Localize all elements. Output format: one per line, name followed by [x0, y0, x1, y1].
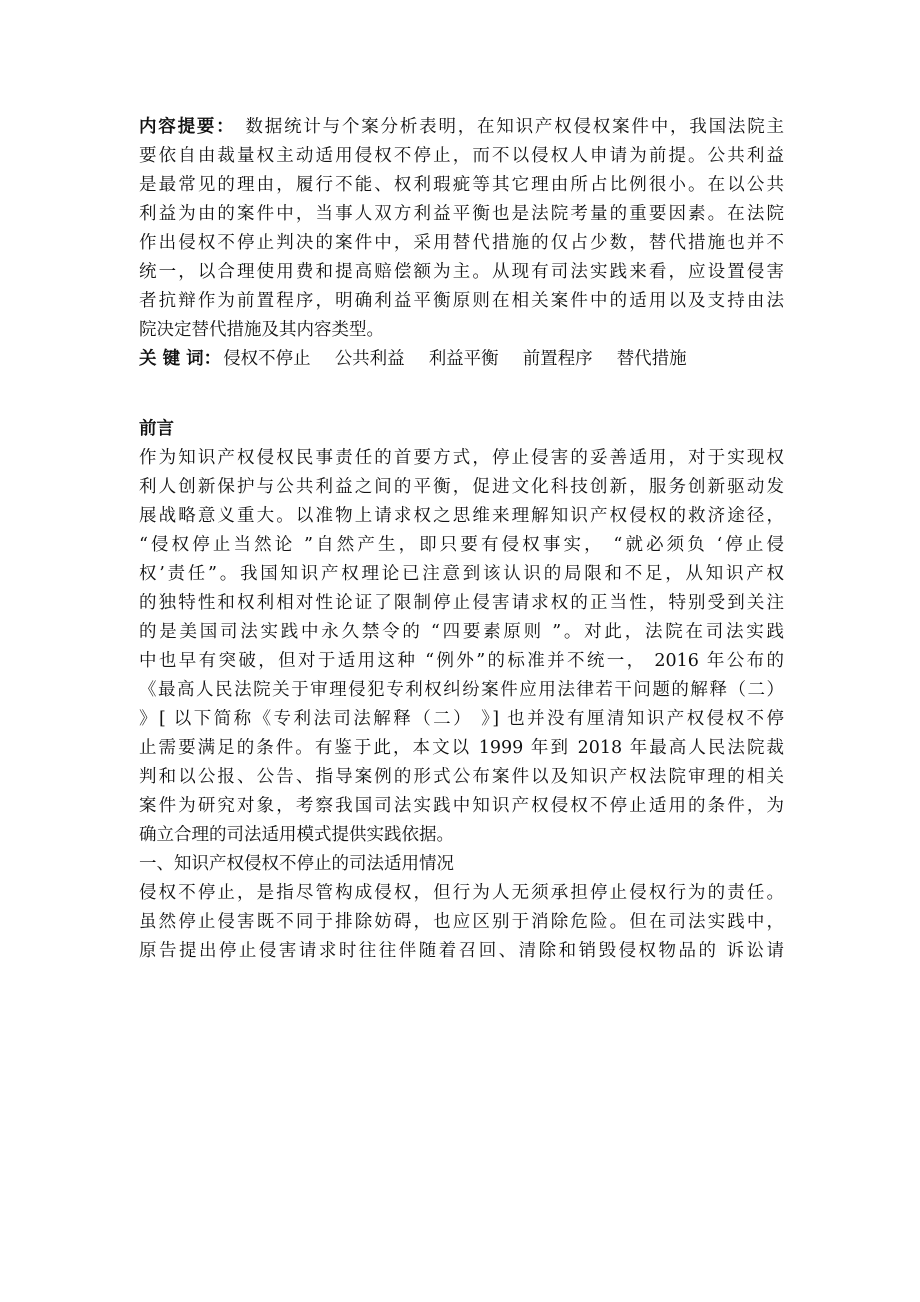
- preface-line: 利人创新保护与公共利益之间的平衡，促进文化科技创新，服务创新驱动发: [139, 477, 784, 497]
- abstract-line: 者抗辩作为前置程序，明确利益平衡原则在相关案件中的适用以及支持由法: [139, 291, 784, 311]
- preface-line: 作为知识产权侵权民事责任的首要方式，停止侵害的妥善适用，对于实现权: [139, 448, 784, 468]
- section-line: 侵权不停止，是指尽管构成侵权，但行为人无须承担停止侵权行为的责任。: [139, 883, 784, 903]
- abstract-line: 作出侵权不停止判决的案件中，采用替代措施的仅占少数，替代措施也并不: [139, 233, 784, 253]
- abstract-label: 内容提要：: [139, 117, 236, 137]
- preface-line: 《最高人民法院关于审理侵犯专利权纠纷案件应用法律若干问题的解释（二）: [139, 680, 784, 700]
- abstract-line: 要依自由裁量权主动适用侵权不停止，而不以侵权人申请为前提。公共利益: [139, 146, 784, 166]
- preface-line: 权’责任”。我国知识产权理论已注意到该认识的局限和不足，从知识产权: [139, 564, 784, 584]
- abstract-first-line: [139, 113, 784, 142]
- keywords-label: 关 键 词：: [139, 349, 222, 369]
- document-page: [139, 113, 784, 966]
- keyword: 替代措施: [616, 349, 687, 369]
- preface-line: 判和以公报、公告、指导案例的形式公布案件以及知识产权法院审理的相关: [139, 767, 784, 787]
- preface-line: 案件为研究对象，考察我国司法实践中知识产权侵权不停止适用的条件，为: [139, 796, 784, 816]
- preface-line: 的独特性和权利相对性论证了限制停止侵害请求权的正当性，特别受到关注: [139, 593, 784, 613]
- abstract-line: 数据统计与个案分析表明，在知识产权侵权案件中，我国法院主: [245, 117, 784, 137]
- preface-line: 展战略意义重大。以准物上请求权之思维来理解知识产权侵权的救济途径，: [139, 506, 784, 526]
- preface-line: 》[ 以下简称《专利法司法解释（二） 》] 也并没有厘清知识产权侵权不停: [139, 709, 784, 729]
- keywords-line: [139, 345, 784, 374]
- preface-title: 前言: [139, 419, 174, 439]
- keyword: 侵权不停止: [223, 349, 311, 369]
- keyword: 利益平衡: [428, 349, 499, 369]
- keyword: 前置程序: [522, 349, 593, 369]
- preface-line: 止需要满足的条件。有鉴于此，本文以 1999 年到 2018 年最高人民法院裁: [139, 738, 784, 758]
- preface-line: 中也早有突破，但对于适用这种 “例外”的标准并不统一， 2016 年公布的: [139, 651, 784, 671]
- abstract-line: 统一，以合理使用费和提高赔偿额为主。从现有司法实践来看，应设置侵害: [139, 262, 784, 282]
- preface-line: “侵权停止当然论 ”自然产生，即只要有侵权事实， “就必须负 ‘停止侵: [139, 535, 784, 555]
- abstract-line: 利益为由的案件中，当事人双方利益平衡也是法院考量的重要因素。在法院: [139, 204, 784, 224]
- section-heading: 一、知识产权侵权不停止的司法适用情况: [139, 854, 454, 874]
- preface-line: 的是美国司法实践中永久禁令的 “四要素原则 ”。对此，法院在司法实践: [139, 622, 784, 642]
- section-line: 原告提出停止侵害请求时往往伴随着召回、清除和销毁侵权物品的 诉讼请: [139, 941, 784, 961]
- preface-body: [139, 444, 784, 850]
- keyword: 公共利益: [334, 349, 405, 369]
- abstract-line: 是最常见的理由，履行不能、权利瑕疵等其它理由所占比例很小。在以公共: [139, 175, 784, 195]
- section-gap: [139, 374, 784, 415]
- section-line: 虽然停止侵害既不同于排除妨碍，也应区别于消除危险。但在司法实践中，: [139, 912, 784, 932]
- abstract-block: [139, 113, 784, 345]
- preface-line: 确立合理的司法适用模式提供实践依据。: [139, 825, 454, 845]
- section-body: [139, 879, 784, 966]
- abstract-line: 院决定替代措施及其内容类型。: [139, 320, 384, 340]
